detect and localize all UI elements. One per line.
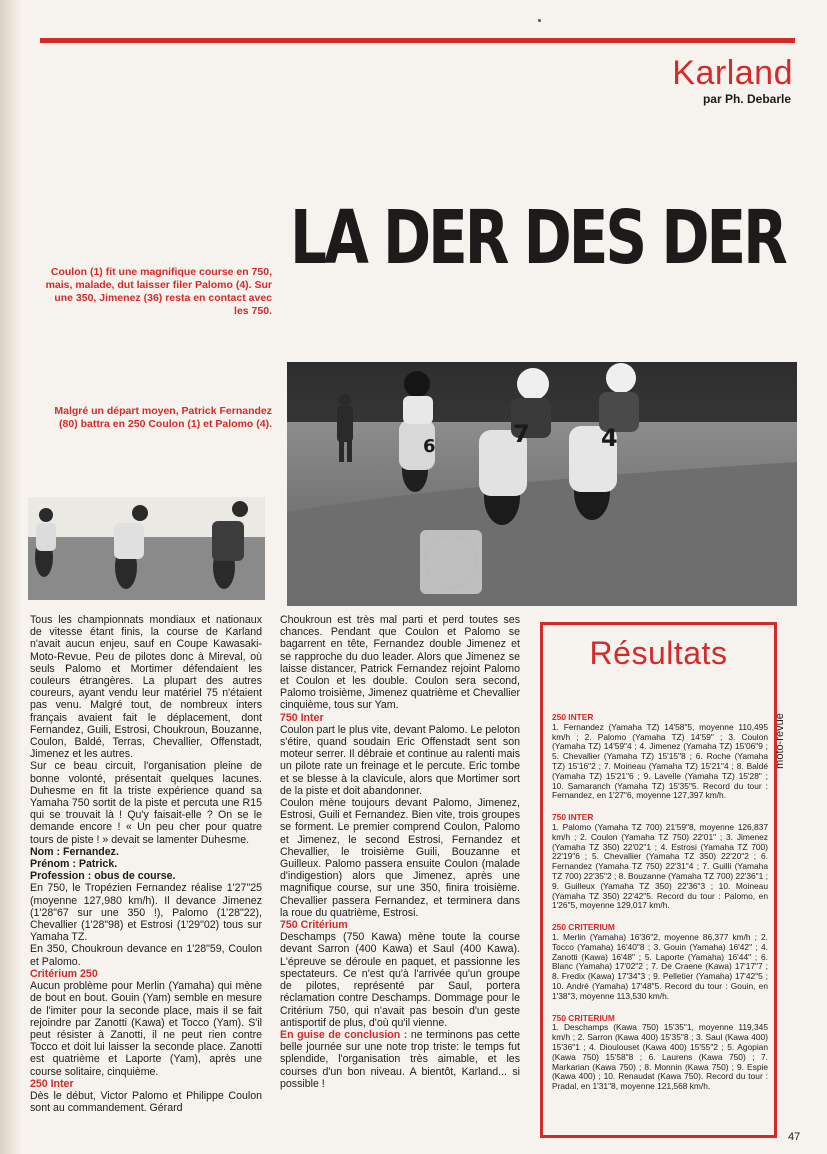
article-paragraph: Coulon mène toujours devant Palomo, Jimenez, Estrosi, Guili et Fernandez. Bien vite, trois groupes se forment. Le premier comprend Coulon, Palomo et Jimenez, le second Estrosi, Fernandez et Chevallier, le troisième Guili, Bouzanne et Guilleux. Palomo passera ensuite Coulon (malade d'indigestion) alors que Jimenez, après une magnifique course, sur une 350, finira troisième. Chevallier passera Fernandez, et terminera dans la roue du quatrième, Estrosi. — [280, 797, 520, 919]
magazine-name-text: moto-revue — [773, 713, 786, 769]
conclusion-text: ne terminons pas cette belle journée sur une note trop triste: le temps fut splendide, l'organisation très aimable, et les courses d'un bon niveau. A bientôt, Karland... si possible ! — [280, 1028, 520, 1090]
identity-firstname-label: Prénom : — [30, 858, 76, 871]
results-list — [552, 713, 768, 1104]
identity-profession-value: obus de course. — [94, 870, 176, 883]
results-title: Résultats — [589, 635, 728, 671]
article-paragraph: Choukroun est très mal parti et perd toutes ses chances. Pendant que Coulon et Palomo se bagarrent en tête, Fernandez double Jimenez et se rapproche du duo leader. Alors que Jimenez se laisse distancer, Patrick Fernandez rejoint Palomo et Coulon et les double. Coulon sera second, Palomo troisième, Jimenez quatrième et Chevallier cinquième, tous sur Yam. — [280, 614, 520, 712]
identity-profession — [30, 870, 262, 882]
identity-firstname — [30, 858, 262, 870]
watermark-logo — [420, 530, 482, 594]
article-paragraph: En 350, Choukroun devance en 1'28"59, Coulon et Palomo. — [30, 943, 262, 968]
magazine-name — [773, 700, 812, 790]
bike-number-4: 4 — [601, 424, 618, 452]
article-paragraph: En 750, le Tropézien Fernandez réalise 1'27"25 (moyenne 127,980 km/h). Il devance Jimenez (1'28"67 sur une 350 !), Palomo (1'28"22), Chevallier (1'28"98) et Estrosi (1'29"02) tous sur Yamaha TZ. — [30, 882, 262, 944]
subheading-750-inter: 750 Inter — [280, 711, 324, 724]
identity-profession-label: Profession : — [30, 870, 92, 883]
subheading-critérium-250: Critérium 250 — [30, 967, 98, 980]
article-paragraph: Deschamps (750 Kawa) mène toute la course devant Sarron (400 Kawa) et Saul (400 Kawa). L'épreuve se déroule en paquet, et passionne les spectateurs. Ce n'est qu'à l'arrivée qu'un groupe de pilotes, représenté par Saul, portera réclamation contre Deschamps. Dommage pour le Critérium 750, qui n'avait pas besoin d'un geste antisportif de plus, d'où qu'il vienne. — [280, 931, 520, 1029]
photo-caption-middle: Malgré un départ moyen, Patrick Fernandez (80) battra en 250 Coulon (1) et Palomo (4). — [54, 405, 272, 430]
article-column-2 — [280, 614, 520, 1090]
print-speck — [538, 19, 541, 22]
race-photo-start — [28, 497, 265, 600]
results-section — [552, 713, 768, 801]
bike-number-6: 6 — [423, 436, 436, 457]
results-section — [552, 813, 768, 911]
article-column-1 — [30, 614, 262, 1114]
results-heading: 250 CRITERIUM — [552, 922, 615, 933]
identity-name-value: Fernandez. — [62, 845, 119, 858]
results-section — [552, 1014, 768, 1092]
identity-firstname-value: Patrick. — [78, 858, 118, 871]
article-paragraph: Sur ce beau circuit, l'organisation pleine de bonne volonté, présentait quelques lacunes. Duhesme en fit la triste expérience quand sa Yamaha 750 sortit de la piste et percuta une R15 qui se trouvait là ! Qu'y faisait-elle ? On se le demande encore ! « Un peu cher pour quatre tours de piste ! » devait se lamenter Duhesme. — [30, 760, 262, 846]
results-text: 1. Merlin (Yamaha) 16'36"2, moyenne 86,377 km/h ; 2. Tocco (Yamaha) 16'40"8 ; 3. Gouin (Yamaha) 16'42" ; 4. Zanotti (Kawa) 16'48" ; 5. Laporte (Yamaha) 16'44" ; 6. Blanc (Yamaha) 17'02"2 ; 7. De Craene (Kawa) 17'17"7 ; 8. Fredix (Kawa) 17'34"3 ; 9. Pelletier (Yamaha) 17'42"5 ; 10. André (Yamaha) 17'48"5. Record du tour : Gouin, en 1'38"3, moyenne 113,530 km/h. — [552, 931, 768, 1001]
article-conclusion — [280, 1029, 520, 1090]
article-headline: LA DER DES DER — [290, 194, 785, 282]
conclusion-lead: En guise de conclusion : — [280, 1028, 408, 1041]
rubric-title: Karland — [672, 54, 793, 92]
header-rule — [40, 38, 795, 43]
article-paragraph: Tous les championnats mondiaux et nationaux de vitesse étant finis, la course de Karland n'avait aucun enjeu, sauf en Coupe Kawasaki-Moto-Revue. Peu de pilotes donc à Mireval, où seuls Palomo et Mortimer défendaient les couleurs étrangères. La plupart des autres coureurs, ayant vendu leur matériel 75 n'étaient pas venu. Malgré tout, de nombreux inters français avaient fait le déplacement, dont Fernandez, Guili, Estrosi, Choukroun, Bouzanne, Coulon, Baldé, Terras, Chevallier, Offenstadt, Jimenez et les autres. — [30, 614, 262, 761]
results-text: 1. Palomo (Yamaha TZ 700) 21'59"8, moyenne 126,837 km/h ; 2. Coulon (Yamaha TZ 750) 22'01" ; 3. Jimenez (Yamaha TZ 350) 22'02"1 ; 4. Estrosi (Yamaha TZ 700) 22'19"6 ; 5. Chevallier (Yamaha TZ 350) 22'20"2 ; 6. Fernandez (Yamaha TZ 750) 22'31"4 ; 7. Guilli (Yamaha TZ 700) 22'35"2 ; 8. Bouzanne (Yamaha TZ 700) 22'36"1 ; 9. Guilleux (Yamaha TZ 350) 22'36"3 ; 10. Moineau (Yamaha TZ 350) 22'42"5. Record du tour : Palomo, en 1'26"5, moyenne 129,017 km/h. — [552, 821, 768, 911]
author-byline: par Ph. Debarle — [702, 92, 791, 106]
results-section — [552, 923, 768, 1001]
photo-caption-top: Coulon (1) fit une magnifique course en 750, mais, malade, dut laisser filer Palomo (4). Sur une 350, Jimenez (36) resta en contact avec les 750. — [45, 266, 272, 317]
page-number: 47 — [788, 1131, 801, 1143]
results-heading: 250 INTER — [552, 712, 594, 722]
article-paragraph: Dès le début, Victor Palomo et Philippe Coulon sont au commandement. Gérard — [30, 1089, 262, 1115]
identity-name-label: Nom : — [30, 845, 61, 858]
article-paragraph: Coulon part le plus vite, devant Palomo. Le peloton s'étire, quand soudain Eric Offenstadt sent son moteur serrer. Il débraie et continue au ralenti mais un pilote rate un freinage et le percute. Eric tombe et se blesse à la clavicule, alors que Mortimer sort de la piste et doit abandonner. — [280, 723, 520, 797]
race-photo-main — [287, 362, 797, 606]
subheading-750-critérium: 750 Critérium — [280, 919, 348, 932]
results-text: 1. Fernandez (Yamaha TZ) 14'58"5, moyenne 110,495 km/h ; 2. Palomo (Yamaha TZ) 14'59" ; 3. Coulon (Yamaha TZ) 14'59"4 ; 4. Jimenez (Yamaha TZ) 15'06"9 ; 5. Chevallier (Yamaha TZ) 15'15"8 ; 6. Roche (Yamaha TZ) 15'16"2 ; 7. Moineau (Yamaha TZ) 15'21"4 ; 8. Baldé (Yamaha TZ) 15'21"6 ; 9. Lavelle (Yamaha TZ) 15'28" ; 10. Samaranch (Yamaha TZ) 15'35"5. Record du tour : Fernandez, en 1'27"6, moyenne 127,397 km/h. — [552, 721, 768, 801]
results-heading: 750 INTER — [552, 812, 594, 823]
article-paragraph: Aucun problème pour Merlin (Yamaha) qui mène de bout en bout. Gouin (Yam) semble en mesure de l'imiter pour la seconde place, mais il se fait rejoindre par Zanotti (Kawa) et Tocco (Yam). S'il peut résister à Zanotti, il ne peut rien contre Tocco et doit lui laisser la seconde place. Zanotti est quatrième et Laporte (Yam), après une course solitaire, cinquième. — [30, 980, 262, 1078]
subheading-250-inter: 250 Inter — [30, 1077, 74, 1090]
bike-number-7: 7 — [513, 420, 530, 448]
results-box — [540, 622, 777, 1138]
results-text: 1. Deschamps (Kawa 750) 15'35"1, moyenne 119,345 km/h ; 2. Sarron (Kawa 400) 15'35"8 ; 3. Saul (Kawa 400) 15'36"1 ; 4. Dioulouset (Kawa 400) 15'55"2 ; 5. Agopian (Kawa 750) 15'58"8 ; 6. Laurens (Kawa 750) ; 7. Markarian (Kawa 750) ; 8. Monnin (Kawa 750) ; 9. Espie (Kawa 400) ; 10. Renaudat (Kawa 750). Record du tour : Pradal, en 1'31"8, moyenne 121,568 km/h. — [552, 1022, 768, 1092]
page-binding-shadow — [0, 0, 22, 1154]
results-heading: 750 CRITERIUM — [552, 1012, 615, 1023]
identity-name — [30, 846, 262, 858]
